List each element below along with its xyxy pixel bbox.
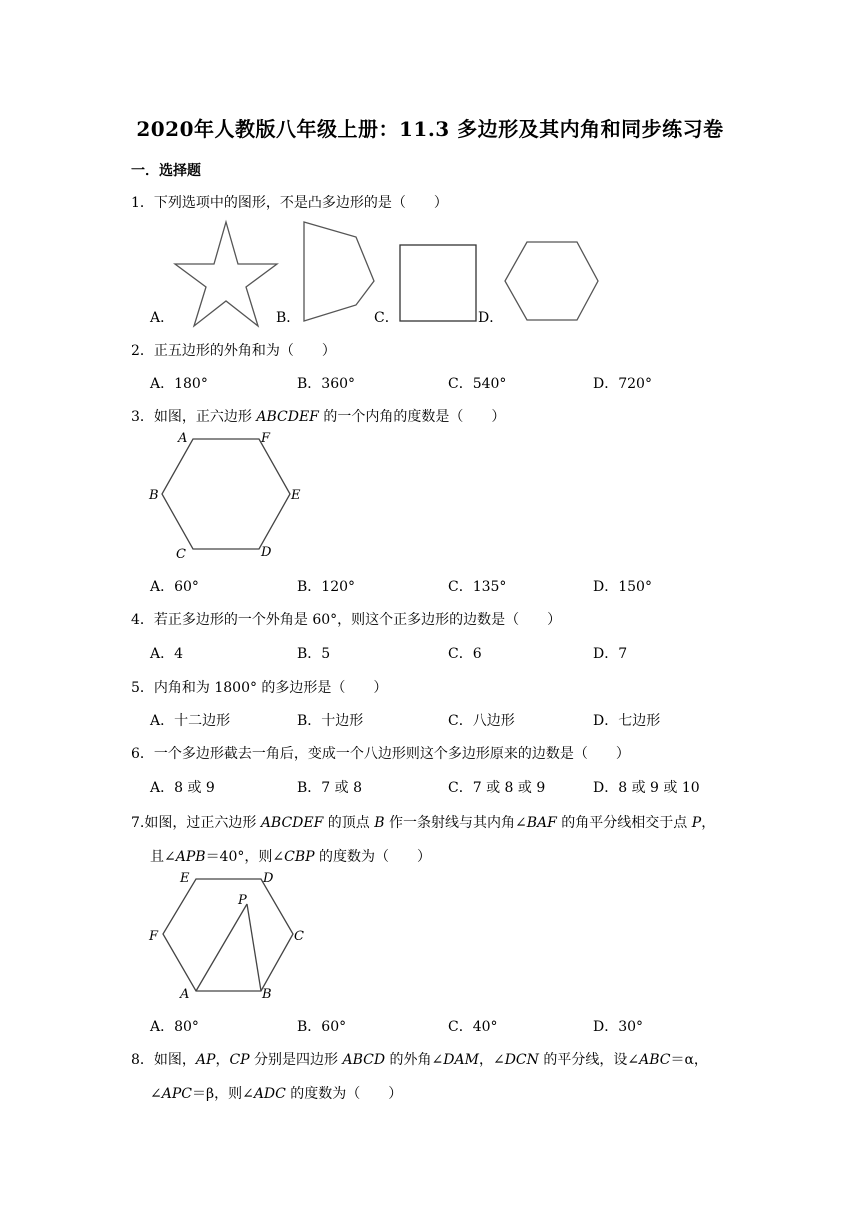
question-4-text: 4．若正多边形的一个外角是 60°，则这个正多边形的边数是（ ） <box>131 612 562 628</box>
q7-hexagon <box>163 879 293 991</box>
question-7-line-1: 7.如图，过正六边形 ABCDEF 的顶点 B 作一条射线与其内角∠BAF 的角平分线相交于点 P， <box>131 815 716 831</box>
q7-option-b[interactable]: B．60° <box>297 1019 347 1035</box>
q5-option-b[interactable]: B．十边形 <box>297 713 364 729</box>
q2-option-c[interactable]: C．540° <box>448 376 507 392</box>
q5-option-a[interactable]: A．十二边形 <box>150 713 231 729</box>
q7-label-e: E <box>180 871 190 886</box>
q7-segment-bp <box>247 904 261 991</box>
q3-label-f: F <box>261 431 271 446</box>
q7-option-c[interactable]: C．40° <box>448 1019 498 1035</box>
q1-label-d: D． <box>478 310 504 326</box>
question-2-text: 2．正五边形的外角和为（ ） <box>131 343 336 359</box>
q4-option-c[interactable]: C．6 <box>448 646 482 662</box>
q1-label-b: B． <box>276 310 301 326</box>
q6-option-b[interactable]: B．7 或 8 <box>297 780 363 796</box>
q7-option-a[interactable]: A．80° <box>150 1019 199 1035</box>
question-7-line-2: 且∠APB＝40°，则∠CBP 的度数为（ ） <box>150 849 431 865</box>
q4-option-d[interactable]: D．7 <box>593 646 628 662</box>
star-shape <box>175 222 277 326</box>
q7-label-f: F <box>149 929 159 944</box>
square-shape <box>400 245 476 321</box>
hexagon-shape <box>505 242 598 320</box>
q4-option-b[interactable]: B．5 <box>297 646 331 662</box>
question-8-line-2: ∠APC＝β，则∠ADC 的度数为（ ） <box>150 1086 403 1102</box>
q3-label-c: C <box>176 547 186 562</box>
q3-hexagon-figure <box>140 428 340 568</box>
q7-label-c: C <box>294 929 304 944</box>
question-5-text: 5．内角和为 1800° 的多边形是（ ） <box>131 680 388 696</box>
q7-label-a: A <box>180 987 190 1002</box>
q7-segment-ap <box>196 904 247 991</box>
q7-option-d[interactable]: D．30° <box>593 1019 644 1035</box>
q4-option-a[interactable]: A．4 <box>150 646 184 662</box>
q7-label-d: D <box>263 871 274 886</box>
q3-option-d[interactable]: D．150° <box>593 579 652 595</box>
pentagon-shape <box>304 222 374 321</box>
q3-label-e: E <box>291 488 301 503</box>
q3-label-d: D <box>261 545 272 560</box>
q1-figures <box>0 215 860 335</box>
q7-label-p: P <box>238 893 247 908</box>
q1-label-c: C． <box>374 310 399 326</box>
section-heading: 一．选择题 <box>131 163 201 179</box>
q7-label-b: B <box>262 987 272 1002</box>
question-6-text: 6．一个多边形截去一角后，变成一个八边形则这个多边形原来的边数是（ ） <box>131 746 630 762</box>
q5-option-c[interactable]: C．八边形 <box>448 713 515 729</box>
q2-option-d[interactable]: D．720° <box>593 376 652 392</box>
question-3-text: 3．如图，正六边形 ABCDEF 的一个内角的度数是（ ） <box>131 409 506 425</box>
q2-option-b[interactable]: B．360° <box>297 376 356 392</box>
q6-option-c[interactable]: C．7 或 8 或 9 <box>448 780 546 796</box>
q3-label-a: A <box>178 431 188 446</box>
q3-label-b: B <box>149 488 159 503</box>
q3-hexagon <box>162 439 290 549</box>
q2-option-a[interactable]: A．180° <box>150 376 208 392</box>
q3-option-a[interactable]: A．60° <box>150 579 199 595</box>
question-8-line-1: 8．如图，AP，CP 分别是四边形 ABCD 的外角∠DAM，∠DCN 的平分线，设∠ABC＝α， <box>131 1052 708 1068</box>
q6-option-a[interactable]: A．8 或 9 <box>150 780 215 796</box>
q5-option-d[interactable]: D．七边形 <box>593 713 661 729</box>
question-1-text: 1．下列选项中的图形，不是凸多边形的是（ ） <box>131 195 448 211</box>
q7-hexagon-figure <box>140 864 340 1004</box>
q3-option-b[interactable]: B．120° <box>297 579 356 595</box>
q1-label-a: A． <box>150 310 175 326</box>
page-title: 2020年人教版八年级上册：11.3 多边形及其内角和同步练习卷 <box>136 117 724 141</box>
q3-option-c[interactable]: C．135° <box>448 579 507 595</box>
q6-option-d[interactable]: D．8 或 9 或 10 <box>593 780 700 796</box>
